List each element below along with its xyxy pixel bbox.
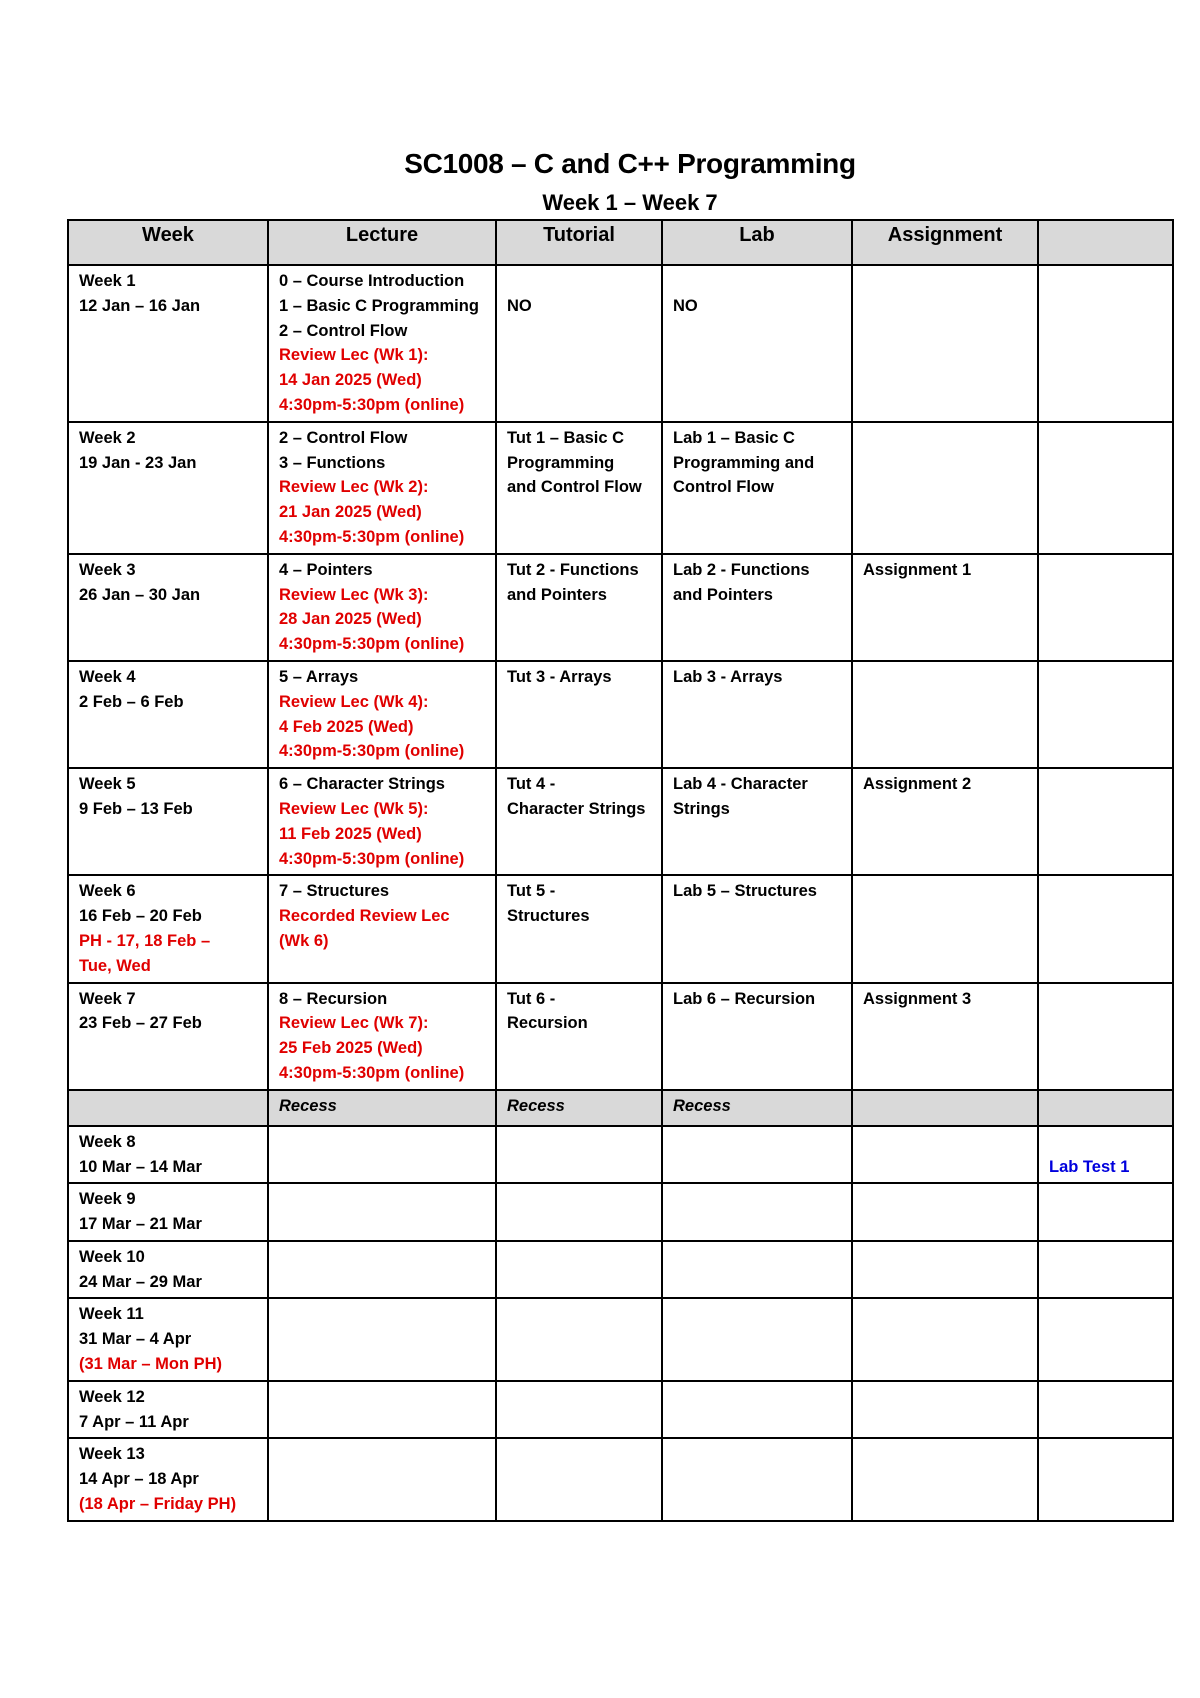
tutorial-text: Tut 2 - Functions	[507, 560, 639, 579]
recess-row	[68, 1090, 1173, 1126]
recess-label: Recess	[268, 1090, 496, 1126]
tutorial-text: Tut 6 -	[507, 989, 556, 1008]
empty-cell	[662, 1126, 852, 1184]
tutorial-text: and Pointers	[507, 585, 607, 604]
table-row	[68, 661, 1173, 768]
assignment-text: Assignment 3	[863, 989, 972, 1008]
week-cell	[68, 1381, 268, 1439]
empty-cell	[268, 1241, 496, 1299]
lecture-topic: 1 – Basic C Programming	[279, 296, 479, 315]
week-label: Week 5	[79, 775, 136, 794]
empty-cell	[852, 1241, 1038, 1299]
week-cell	[68, 1183, 268, 1241]
header-lab: Lab	[662, 220, 852, 265]
tutorial-cell	[496, 875, 662, 982]
empty-cell	[496, 1381, 662, 1439]
header-assignment: Assignment	[852, 220, 1038, 265]
week-dates: 23 Feb – 27 Feb	[79, 1014, 202, 1033]
week-label: Week 9	[79, 1190, 136, 1209]
tutorial-text: Tut 1 – Basic C	[507, 428, 625, 447]
spacer	[507, 269, 651, 294]
lab-cell	[662, 265, 852, 422]
holiday-note: (18 Apr – Friday PH)	[79, 1495, 237, 1514]
empty-cell	[662, 1183, 852, 1241]
extra-cell	[1038, 1381, 1173, 1439]
lab-text: Programming and	[673, 453, 815, 472]
empty-cell	[852, 1183, 1038, 1241]
table-row	[68, 265, 1173, 422]
week-label: Week 11	[79, 1305, 144, 1324]
table-row	[68, 875, 1173, 982]
table-row	[68, 554, 1173, 661]
spacer	[673, 269, 841, 294]
extra-cell	[1038, 875, 1173, 982]
week-cell	[68, 661, 268, 768]
empty-cell	[268, 1126, 496, 1184]
lab-text: Lab 1 – Basic C	[673, 428, 795, 447]
assignment-text: Assignment 2	[863, 775, 972, 794]
week-cell	[68, 875, 268, 982]
week-label: Week 13	[79, 1445, 145, 1464]
review-lecture: 4:30pm-5:30pm (online)	[279, 635, 465, 654]
extra-cell	[1038, 1241, 1173, 1299]
lecture-topic: 0 – Course Introduction	[279, 272, 465, 290]
lecture-topic: 5 – Arrays	[279, 667, 359, 686]
tutorial-text: Character Strings	[507, 799, 646, 818]
holiday-note: PH - 17, 18 Feb –	[79, 931, 211, 950]
empty-cell	[852, 1298, 1038, 1380]
week-label: Week 2	[79, 428, 136, 447]
empty-cell	[662, 1381, 852, 1439]
lecture-topic: 7 – Structures	[279, 882, 390, 901]
extra-cell	[1038, 1298, 1173, 1380]
table-row	[68, 983, 1173, 1090]
lecture-cell	[268, 265, 496, 422]
review-lecture: Review Lec (Wk 4):	[279, 692, 429, 711]
review-lecture: 25 Feb 2025 (Wed)	[279, 1039, 423, 1058]
tutorial-cell	[496, 554, 662, 661]
empty-cell	[268, 1381, 496, 1439]
table-row	[68, 1298, 1173, 1380]
empty-cell	[496, 1298, 662, 1380]
extra-cell	[1038, 661, 1173, 768]
week-cell	[68, 983, 268, 1090]
review-lecture: Review Lec (Wk 3):	[279, 585, 429, 604]
tutorial-cell	[496, 661, 662, 768]
week-cell	[68, 1298, 268, 1380]
table-row	[68, 1126, 1173, 1184]
lecture-cell	[268, 875, 496, 982]
review-lecture: 21 Jan 2025 (Wed)	[279, 503, 422, 522]
lecture-topic: 4 – Pointers	[279, 560, 373, 579]
extra-cell	[1038, 1126, 1173, 1184]
tutorial-cell	[496, 983, 662, 1090]
empty-cell	[268, 1183, 496, 1241]
review-lecture: Review Lec (Wk 1):	[279, 346, 429, 365]
recess-cell	[852, 1090, 1038, 1126]
extra-cell	[1038, 1183, 1173, 1241]
extra-cell	[1038, 554, 1173, 661]
extra-cell	[1038, 265, 1173, 422]
lecture-cell	[268, 422, 496, 554]
week-dates: 2 Feb – 6 Feb	[79, 692, 184, 711]
empty-cell	[662, 1241, 852, 1299]
week-label: Week 12	[79, 1387, 145, 1406]
tutorial-text: NO	[507, 296, 532, 315]
review-lecture: 4 Feb 2025 (Wed)	[279, 717, 414, 736]
assignment-cell	[852, 875, 1038, 982]
lab-text: Lab 6 – Recursion	[673, 989, 816, 1008]
review-lecture: Review Lec (Wk 2):	[279, 478, 429, 497]
recess-label: Recess	[496, 1090, 662, 1126]
week-label: Week 7	[79, 989, 136, 1008]
lecture-topic: 3 – Functions	[279, 453, 386, 472]
week-dates: 14 Apr – 18 Apr	[79, 1470, 199, 1489]
empty-cell	[852, 1381, 1038, 1439]
review-lecture: 4:30pm-5:30pm (online)	[279, 742, 465, 761]
week-cell	[68, 554, 268, 661]
lab-text: Lab 5 – Structures	[673, 882, 817, 901]
week-label: Week 6	[79, 882, 136, 901]
review-lecture: Review Lec (Wk 7):	[279, 1014, 429, 1033]
table-row	[68, 1438, 1173, 1520]
tutorial-text: Tut 3 - Arrays	[507, 667, 612, 686]
recess-cell	[68, 1090, 268, 1126]
empty-cell	[852, 1438, 1038, 1520]
week-cell	[68, 422, 268, 554]
week-cell	[68, 1126, 268, 1184]
header-lecture: Lecture	[268, 220, 496, 265]
review-lecture: 11 Feb 2025 (Wed)	[279, 824, 422, 843]
tutorial-cell	[496, 265, 662, 422]
empty-cell	[662, 1298, 852, 1380]
lab-text: Lab 3 - Arrays	[673, 667, 783, 686]
extra-cell	[1038, 768, 1173, 875]
week-label: Week 3	[79, 560, 136, 579]
holiday-note: Tue, Wed	[79, 956, 151, 975]
assignment-cell	[852, 422, 1038, 554]
empty-cell	[268, 1298, 496, 1380]
review-lecture: 28 Jan 2025 (Wed)	[279, 610, 422, 629]
lab-cell	[662, 661, 852, 768]
tutorial-text: Structures	[507, 907, 590, 926]
empty-cell	[496, 1438, 662, 1520]
review-lecture: 4:30pm-5:30pm (online)	[279, 395, 465, 414]
header-row	[68, 220, 1173, 265]
week-label: Week 8	[79, 1132, 136, 1151]
review-lecture: Review Lec (Wk 5):	[279, 799, 429, 818]
tutorial-text: Tut 5 -	[507, 882, 556, 901]
table-row	[68, 768, 1173, 875]
week-dates: 7 Apr – 11 Apr	[79, 1412, 189, 1431]
tutorial-text: Programming	[507, 453, 615, 472]
week-dates: 26 Jan – 30 Jan	[79, 585, 201, 604]
schedule-table	[67, 219, 1174, 1522]
week-label: Week 10	[79, 1247, 145, 1266]
week-dates: 10 Mar – 14 Mar	[79, 1157, 202, 1176]
table-row	[68, 422, 1173, 554]
assignment-cell	[852, 265, 1038, 422]
extra-cell	[1038, 422, 1173, 554]
table-row	[68, 1381, 1173, 1439]
empty-cell	[496, 1126, 662, 1184]
lecture-cell	[268, 983, 496, 1090]
empty-cell	[496, 1241, 662, 1299]
week-dates: 24 Mar – 29 Mar	[79, 1272, 202, 1291]
empty-cell	[852, 1126, 1038, 1184]
table-row	[68, 1241, 1173, 1299]
lecture-topic: 8 – Recursion	[279, 989, 388, 1008]
review-lecture: 4:30pm-5:30pm (online)	[279, 849, 465, 868]
empty-cell	[268, 1438, 496, 1520]
tutorial-cell	[496, 422, 662, 554]
header-tutorial: Tutorial	[496, 220, 662, 265]
tutorial-text: Recursion	[507, 1014, 588, 1033]
lab-cell	[662, 554, 852, 661]
lab-test-text: Lab Test 1	[1049, 1157, 1130, 1176]
week-dates: 12 Jan – 16 Jan	[79, 296, 201, 315]
lab-cell	[662, 768, 852, 875]
review-lecture: 14 Jan 2025 (Wed)	[279, 371, 422, 390]
review-lecture: (Wk 6)	[279, 931, 329, 950]
lecture-topic: 6 – Character Strings	[279, 775, 445, 794]
header-extra	[1038, 220, 1173, 265]
lab-text: Lab 2 - Functions	[673, 560, 810, 579]
lecture-cell	[268, 661, 496, 768]
tutorial-cell	[496, 768, 662, 875]
recess-cell	[1038, 1090, 1173, 1126]
week-cell	[68, 1438, 268, 1520]
recess-label: Recess	[662, 1090, 852, 1126]
document-subtitle: Week 1 – Week 7	[542, 190, 718, 215]
assignment-cell	[852, 661, 1038, 768]
lab-text: NO	[673, 296, 698, 315]
tutorial-text: Tut 4 -	[507, 775, 556, 794]
review-lecture: 4:30pm-5:30pm (online)	[279, 1063, 465, 1082]
week-dates: 9 Feb – 13 Feb	[79, 799, 193, 818]
assignment-text: Assignment 1	[863, 560, 972, 579]
lab-cell	[662, 422, 852, 554]
assignment-cell	[852, 768, 1038, 875]
lecture-cell	[268, 768, 496, 875]
week-cell	[68, 768, 268, 875]
lab-text: Strings	[673, 799, 730, 818]
tutorial-text: and Control Flow	[507, 478, 642, 497]
review-lecture: 4:30pm-5:30pm (online)	[279, 527, 465, 546]
holiday-note: (31 Mar – Mon PH)	[79, 1355, 223, 1374]
lab-text: Lab 4 - Character	[673, 775, 808, 794]
empty-cell	[496, 1183, 662, 1241]
lecture-topic: 2 – Control Flow	[279, 321, 408, 340]
assignment-cell	[852, 983, 1038, 1090]
header-week: Week	[68, 220, 268, 265]
week-cell	[68, 265, 268, 422]
lab-text: and Pointers	[673, 585, 773, 604]
lab-cell	[662, 983, 852, 1090]
lab-cell	[662, 875, 852, 982]
week-dates: 17 Mar – 21 Mar	[79, 1215, 202, 1234]
empty-cell	[662, 1438, 852, 1520]
lab-text: Control Flow	[673, 478, 774, 497]
week-dates: 16 Feb – 20 Feb	[79, 907, 202, 926]
lecture-topic: 2 – Control Flow	[279, 428, 408, 447]
extra-cell	[1038, 983, 1173, 1090]
extra-cell	[1038, 1438, 1173, 1520]
review-lecture: Recorded Review Lec	[279, 907, 450, 926]
week-dates: 19 Jan - 23 Jan	[79, 453, 197, 472]
week-cell	[68, 1241, 268, 1299]
week-label: Week 1	[79, 272, 136, 290]
document-title: SC1008 – C and C++ Programming	[404, 148, 856, 179]
week-dates: 31 Mar – 4 Apr	[79, 1330, 192, 1349]
week-label: Week 4	[79, 667, 136, 686]
assignment-cell	[852, 554, 1038, 661]
lecture-cell	[268, 554, 496, 661]
table-row	[68, 1183, 1173, 1241]
